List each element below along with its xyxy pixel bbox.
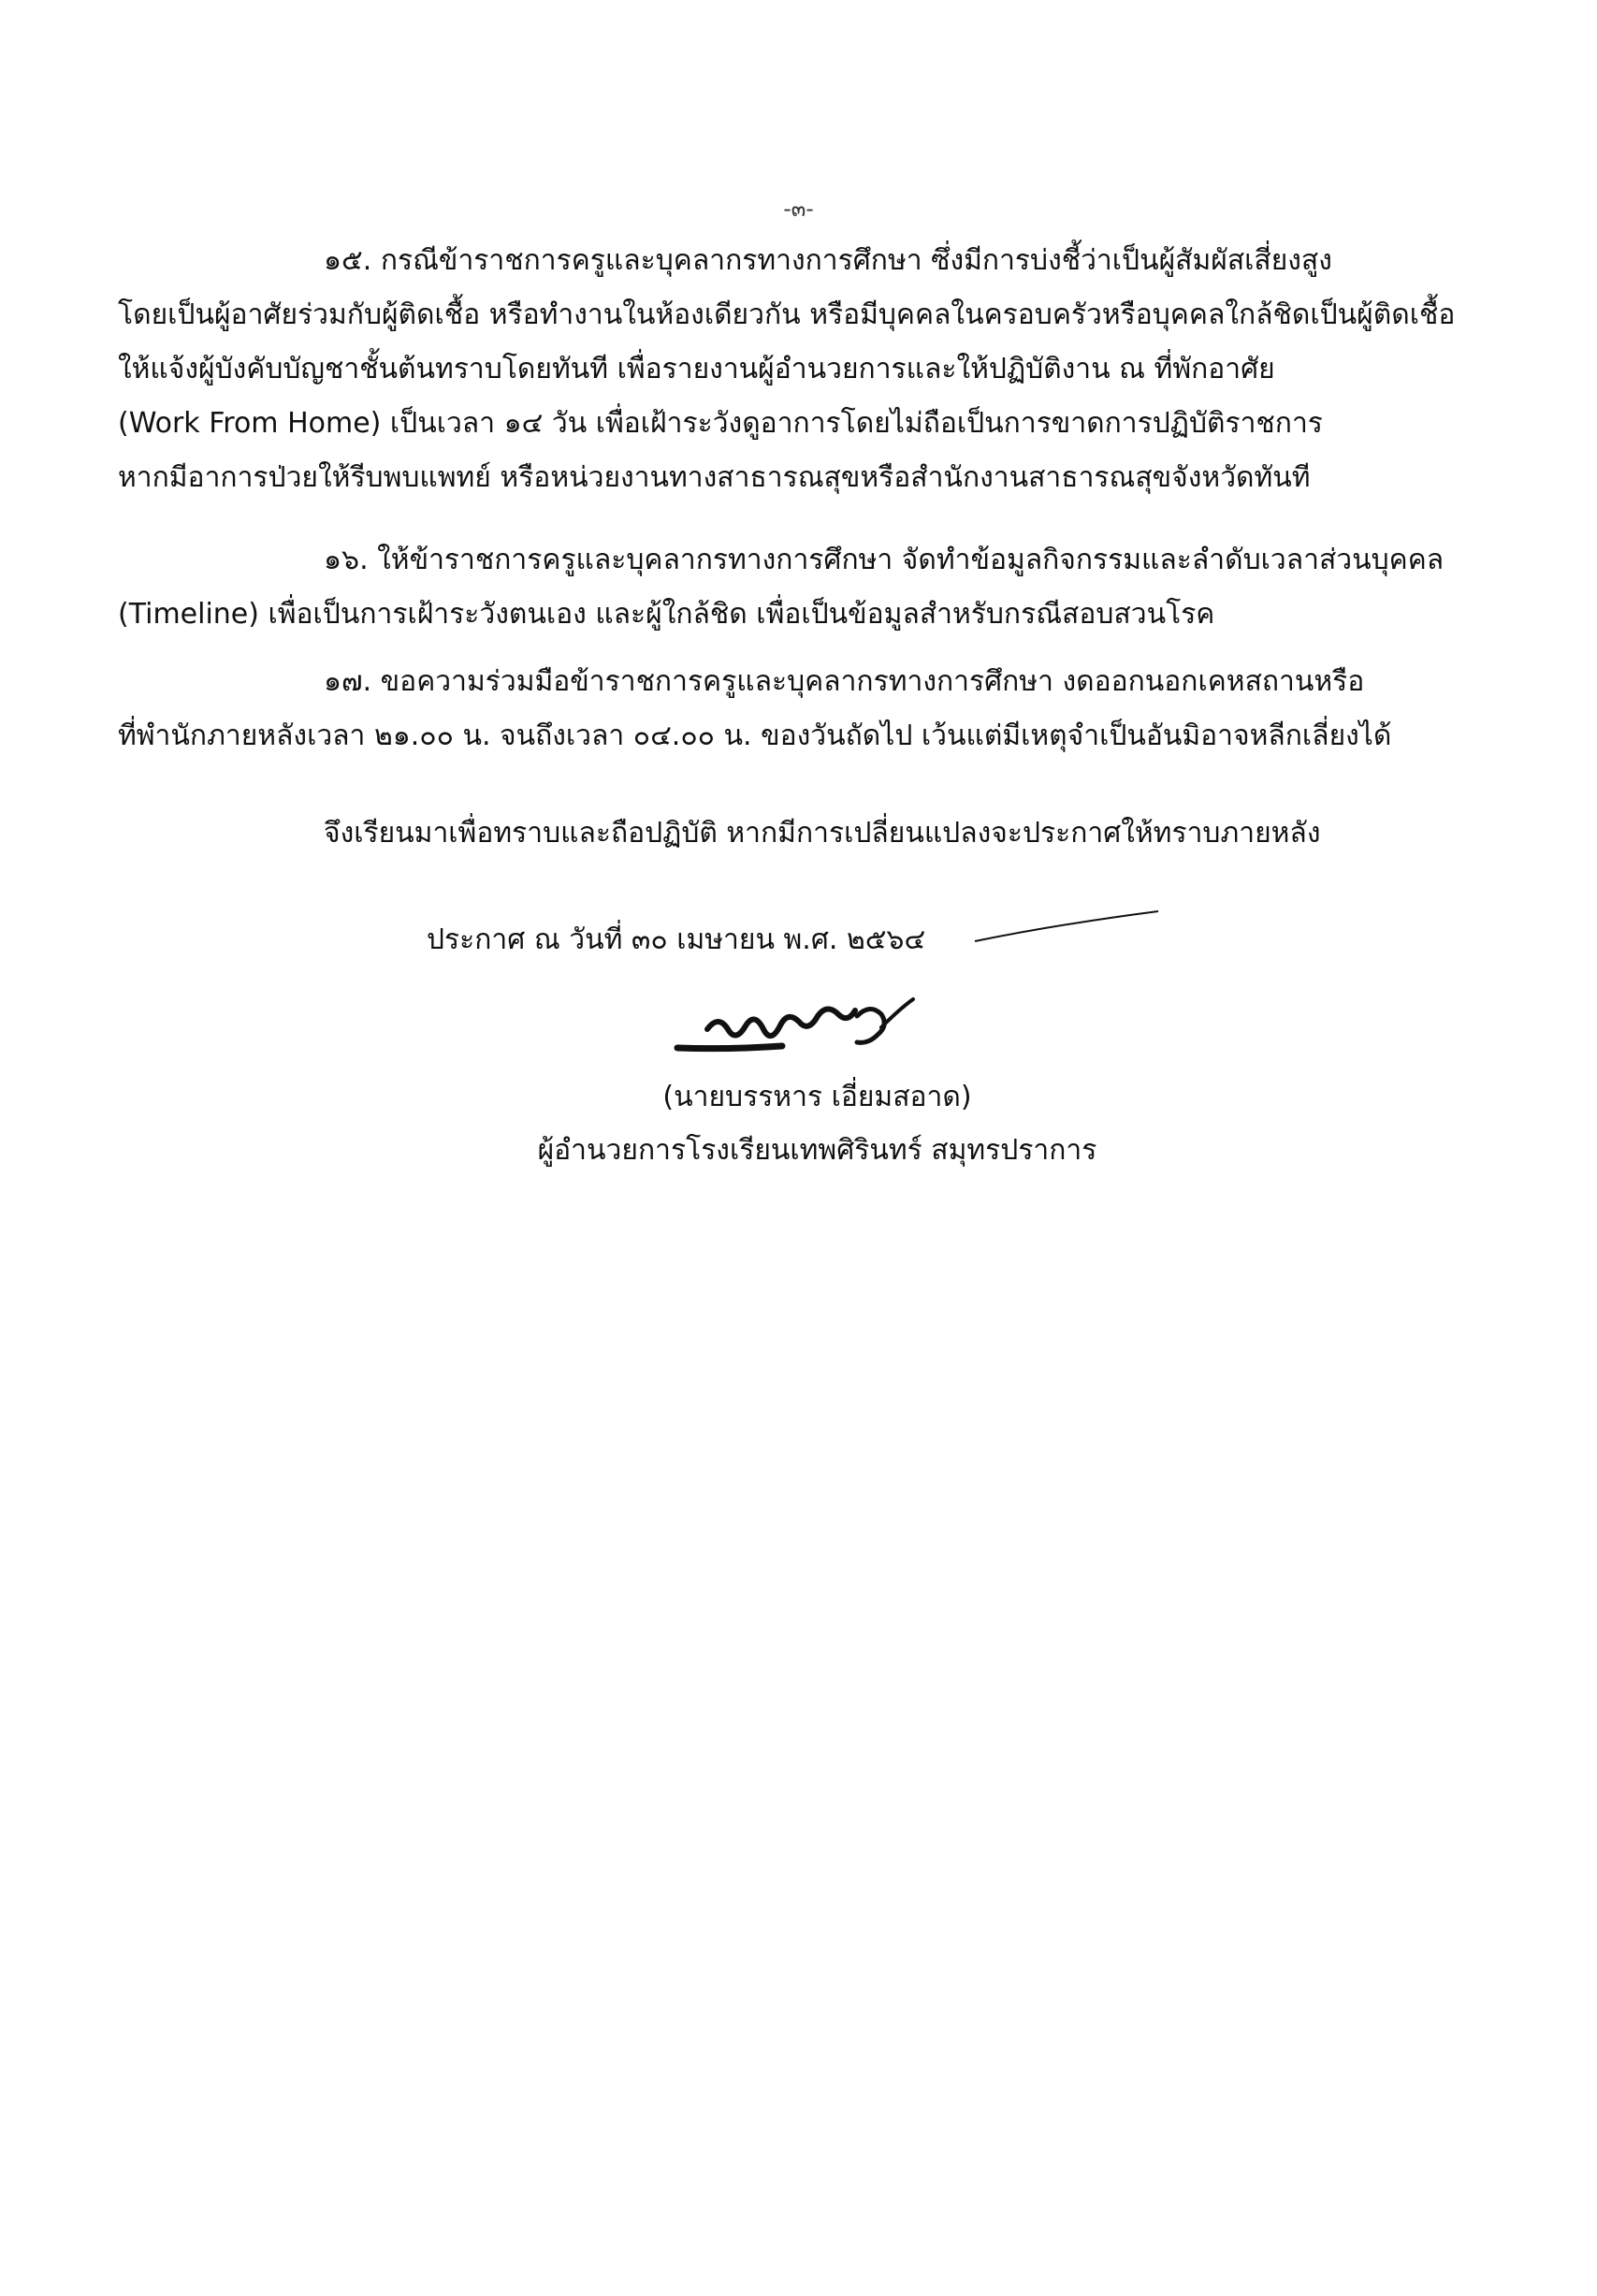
page-number: -๓- bbox=[783, 197, 814, 222]
signature-icon bbox=[670, 990, 951, 1065]
paragraph-line: ๑๗. ขอความร่วมมือข้าราชการครูและบุคลากรทางการศึกษา งดออกนอกเคหสถานหรือ bbox=[324, 665, 1365, 698]
paragraph-16 bbox=[118, 533, 1519, 642]
closing-statement: จึงเรียนมาเพื่อทราบและถือปฏิบัติ หากมีการเปลี่ยนแปลงจะประกาศให้ทราบภายหลัง bbox=[324, 817, 1321, 850]
paragraph-line: ๑๕. กรณีข้าราชการครูและบุคลากรทางการศึกษา ซึ่งมีการบ่งชี้ว่าเป็นผู้สัมผัสเสี่ยงสูง bbox=[324, 244, 1332, 277]
paragraph-line: (Work From Home) เป็นเวลา ๑๔ วัน เพื่อเฝ้าระวังดูอาการโดยไม่ถือเป็นการขาดการปฏิบัติราชการ bbox=[118, 407, 1323, 440]
paragraph-line: ๑๖. ให้ข้าราชการครูและบุคลากรทางการศึกษา จัดทำข้อมูลกิจกรรมและลำดับเวลาส่วนบุคคล bbox=[324, 544, 1445, 576]
paragraph-line: โดยเป็นผู้อาศัยร่วมกับผู้ติดเชื้อ หรือทำงานในห้องเดียวกัน หรือมีบุคคลในครอบครัวหรือบุคคลใกล้ชิดเป็นผู้ติดเชื้อ bbox=[118, 298, 1456, 331]
paragraph-line: (Timeline) เพื่อเป็นการเฝ้าระวังตนเอง และผู้ใกล้ชิด เพื่อเป็นข้อมูลสำหรับกรณีสอบสวนโรค bbox=[118, 598, 1215, 631]
paragraph-line: หากมีอาการป่วยให้รีบพบแพทย์ หรือหน่วยงานทางสาธารณสุขหรือสำนักงานสาธารณสุขจังหวัดทันที bbox=[118, 461, 1311, 494]
paragraph-line: ให้แจ้งผู้บังคับบัญชาชั้นต้นทราบโดยทันที เพื่อรายงานผู้อำนวยการและให้ปฏิบัติงาน ณ ที่พักอาศัย bbox=[118, 353, 1275, 385]
signer-name: (นายบรรหาร เอี่ยมสอาด) bbox=[662, 1081, 972, 1113]
signer-position: ผู้อำนวยการโรงเรียนเทพศิรินทร์ สมุทรปราการ bbox=[537, 1134, 1097, 1167]
pen-stroke-icon bbox=[973, 908, 1160, 964]
paragraph-15 bbox=[118, 234, 1519, 505]
announcement-date: ประกาศ ณ วันที่ ๓๐ เมษายน พ.ศ. ๒๕๖๔ bbox=[427, 923, 926, 956]
paragraph-17 bbox=[118, 655, 1519, 763]
paragraph-line: ที่พำนักภายหลังเวลา ๒๑.๐๐ น. จนถึงเวลา ๐๔.๐๐ น. ของวันถัดไป เว้นแต่มีเหตุจำเป็นอันมิอาจหลีกเลี่ยงได้ bbox=[118, 719, 1392, 752]
